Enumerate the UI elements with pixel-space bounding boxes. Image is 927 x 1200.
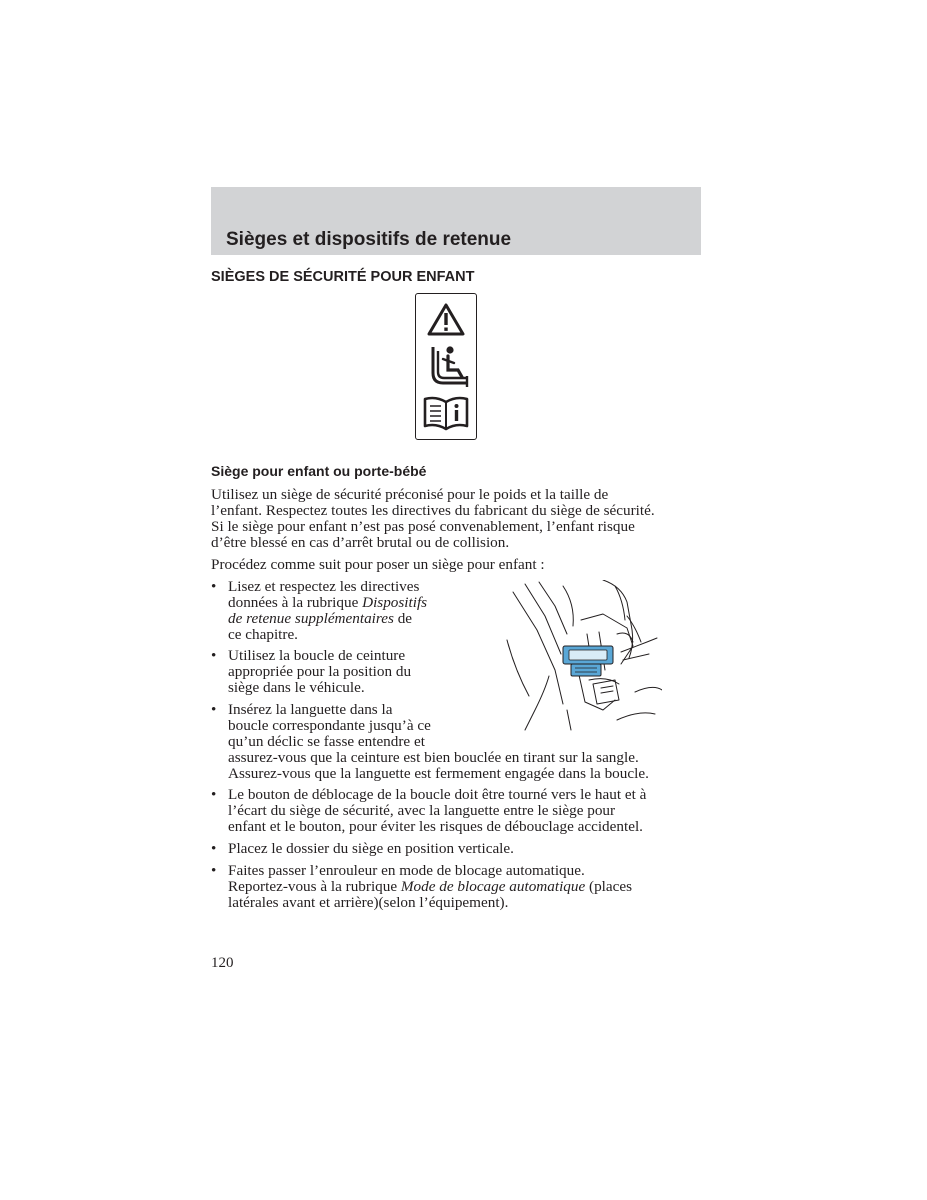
bullet-mark: • bbox=[211, 840, 217, 857]
bullet-mark: • bbox=[211, 786, 217, 803]
manual-info-icon bbox=[416, 393, 476, 435]
list-item-line: Utilisez la boucle de ceinture bbox=[228, 647, 406, 664]
list-item-line: enfant et le bouton, pour éviter les risques de débouclage accidentel. bbox=[228, 818, 643, 836]
list-item-line: siège dans le véhicule. bbox=[228, 679, 365, 697]
list-item-line: boucle correspondante jusqu’à ce bbox=[228, 717, 431, 735]
list-item-line: latérales avant et arrière)(selon l’équipement). bbox=[228, 894, 509, 912]
bullet-mark: • bbox=[211, 647, 217, 664]
bullet-mark: • bbox=[211, 862, 217, 879]
list-item-line: qu’un déclic se fasse entendre et bbox=[228, 733, 425, 751]
bullet-mark: • bbox=[211, 578, 217, 595]
list-item-line: ce chapitre. bbox=[228, 626, 298, 644]
list-item-line: Assurez-vous que la languette est fermement engagée dans la boucle. bbox=[228, 765, 649, 783]
warning-symbols-box bbox=[415, 293, 477, 440]
list-item-text: Reportez-vous à la rubrique bbox=[228, 878, 401, 896]
list-item-line bbox=[228, 595, 427, 611]
child-seat-icon bbox=[416, 343, 476, 391]
seat-belt-buckle-illustration bbox=[505, 580, 662, 735]
procedure-text: Procédez comme suit pour poser un siège pour enfant : bbox=[211, 556, 545, 573]
intro-paragraph bbox=[211, 487, 701, 551]
intro-line: Si le siège pour enfant n’est pas posé convenablement, l’enfant risque bbox=[211, 518, 635, 536]
cross-reference: Dispositifs bbox=[362, 594, 428, 612]
chapter-title: Sièges et dispositifs de retenue bbox=[226, 229, 512, 250]
cross-reference: de retenue supplémentaires bbox=[228, 610, 394, 628]
list-item-text: (places bbox=[585, 878, 633, 896]
list-item-line: Insérez la languette dans la bbox=[228, 701, 393, 718]
list-item-line: appropriée pour la position du bbox=[228, 663, 412, 681]
list-item-line: Lisez et respectez les directives bbox=[228, 578, 420, 595]
list-item-text: de bbox=[393, 610, 413, 628]
intro-line: d’être blessé en cas d’arrêt brutal ou de collision. bbox=[211, 534, 510, 552]
list-item-line: Faites passer l’enrouleur en mode de blocage automatique. bbox=[228, 862, 585, 879]
list-item-line: Le bouton de déblocage de la boucle doit être tourné vers le haut et à bbox=[228, 786, 647, 803]
list-item-text: données à la rubrique bbox=[228, 594, 363, 612]
list-item-line: assurez-vous que la ceinture est bien bouclée en tirant sur la sangle. bbox=[228, 749, 639, 767]
warning-triangle-icon bbox=[416, 300, 476, 340]
list-item-line bbox=[228, 611, 427, 627]
intro-line: l’enfant. Respectez toutes les directives du fabricant du siège de sécurité. bbox=[211, 502, 655, 520]
cross-reference: Mode de blocage automatique bbox=[400, 878, 586, 896]
section-heading: SIÈGES DE SÉCURITÉ POUR ENFANT bbox=[211, 269, 475, 285]
list-item-line bbox=[228, 879, 632, 895]
page-number: 120 bbox=[211, 955, 234, 971]
subheading: Siège pour enfant ou porte-bébé bbox=[211, 463, 427, 479]
intro-line: Utilisez un siège de sécurité préconisé pour le poids et la taille de bbox=[211, 486, 609, 503]
list-item-line: Placez le dossier du siège en position verticale. bbox=[228, 840, 514, 857]
bullet-mark: • bbox=[211, 701, 217, 718]
list-item-line: l’écart du siège de sécurité, avec la languette entre le siège pour bbox=[228, 802, 616, 820]
